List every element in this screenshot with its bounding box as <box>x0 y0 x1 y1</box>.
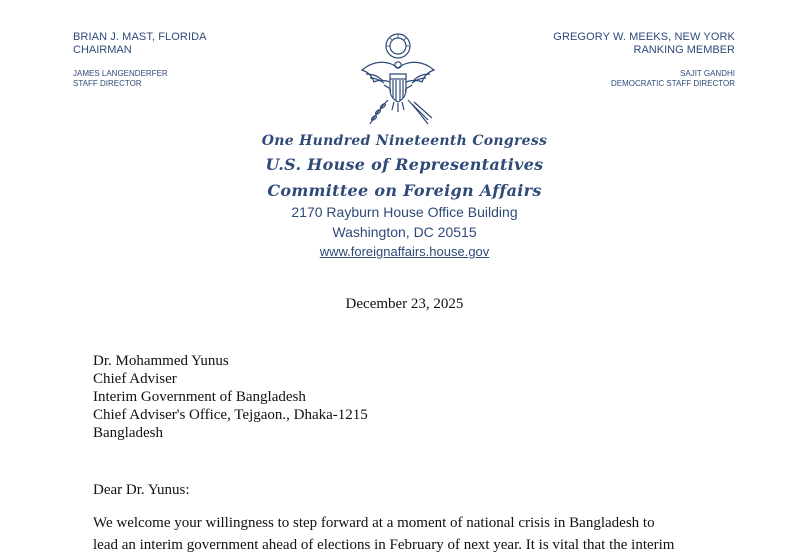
chairman-name: BRIAN J. MAST, FLORIDA <box>73 31 207 43</box>
ranking-member-name: GREGORY W. MEEKS, NEW YORK <box>553 31 735 43</box>
recipient-line: Interim Government of Bangladesh <box>93 389 306 405</box>
ranking-member-role: RANKING MEMBER <box>633 44 735 56</box>
letter-date: December 23, 2025 <box>345 296 464 312</box>
letterhead-website <box>0 244 809 259</box>
democratic-staff-director-role: DEMOCRATIC STAFF DIRECTOR <box>611 79 735 88</box>
democratic-staff-director-name: SAJIT GANDHI <box>680 69 735 78</box>
letterhead-address-line1: 2170 Rayburn House Office Building <box>291 204 518 220</box>
recipient-address <box>93 352 368 442</box>
letterhead-house: U.S. House of Representatives <box>265 155 544 174</box>
letterhead-address-line2: Washington, DC 20515 <box>332 224 477 240</box>
recipient-line: Dr. Mohammed Yunus <box>93 353 229 369</box>
ranking-member-block <box>553 31 735 89</box>
chairman-block <box>73 31 207 89</box>
staff-director-name: JAMES LANGENDERFER <box>73 69 168 78</box>
recipient-line: Chief Adviser <box>93 371 177 387</box>
body-line: lead an interim government ahead of elections in February of next year. It is vital that the interim <box>93 537 675 553</box>
letterhead-congress: One Hundred Nineteenth Congress <box>261 133 548 149</box>
website-link[interactable]: www.foreignaffairs.house.gov <box>319 244 490 259</box>
eagle-seal-icon <box>348 30 448 130</box>
salutation: Dear Dr. Yunus: <box>93 482 190 498</box>
chairman-role: CHAIRMAN <box>73 44 132 56</box>
letterhead-committee: Committee on Foreign Affairs <box>267 181 542 200</box>
staff-director-role: STAFF DIRECTOR <box>73 79 142 88</box>
body-line: We welcome your willingness to step forward at a moment of national crisis in Bangladesh to <box>93 515 655 531</box>
recipient-line: Chief Adviser's Office, Tejgaon., Dhaka-1215 <box>93 407 368 423</box>
recipient-line: Bangladesh <box>93 425 163 441</box>
letter-body <box>93 512 733 556</box>
